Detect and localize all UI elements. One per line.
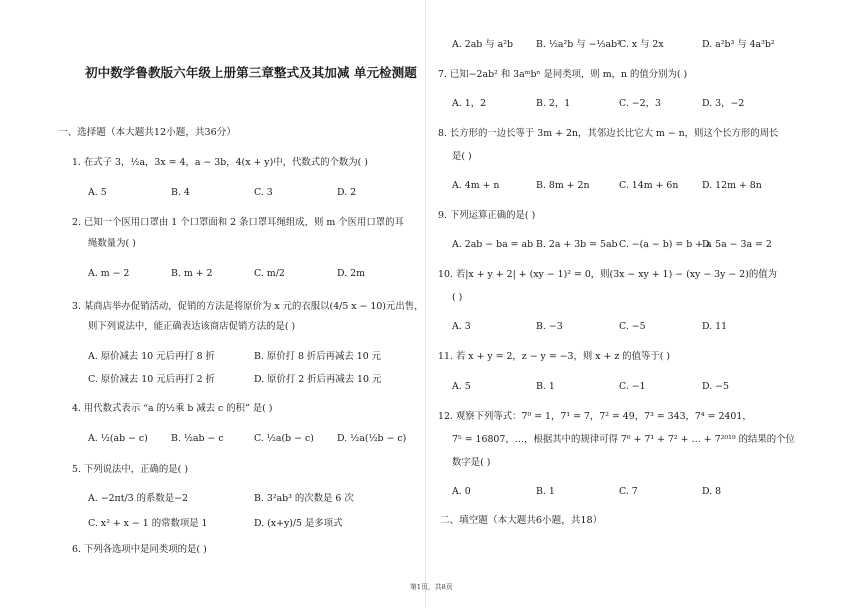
q9-stem: 9. 下列运算正确的是( ): [438, 210, 536, 221]
q10-option-c: C. −5: [619, 321, 646, 332]
q10-stem-line2: ( ): [452, 292, 463, 303]
q12-option-a: A. 0: [452, 486, 471, 497]
q1-option-c: C. 3: [254, 187, 273, 198]
q4-option-b: B. ½ab − c: [171, 433, 224, 444]
q12-stem-line3: 数字是( ): [452, 457, 491, 468]
q7-stem: 7. 已知−2ab² 和 3aᵐbⁿ 是同类项，则 m，n 的值分别为( ): [438, 69, 688, 80]
q6-option-b: B. ½a²b 与 −⅓ab²: [536, 39, 621, 50]
q9-option-a: A. 2ab − ba = ab: [452, 239, 534, 250]
q3-stem-line2: 则下列说法中，能正确表达该商店促销方法的是( ): [88, 321, 296, 332]
q8-option-a: A. 4m + n: [452, 180, 500, 191]
q10-stem: 10. 若|x + y + 2| + (xy − 1)² = 0，则(3x − xy + 1) − (xy − 3y − 2)的值为: [438, 269, 777, 280]
q12-option-d: D. 8: [702, 486, 722, 497]
q10-option-b: B. −3: [536, 321, 563, 332]
q10-option-a: A. 3: [452, 321, 471, 332]
q8-stem: 8. 长方形的一边长等于 3m + 2n，其邻边长比它大 m − n，则这个长方形的周长: [438, 128, 779, 139]
q8-stem-line2: 是( ): [452, 151, 472, 162]
page-footer: 第1页，共8页: [410, 583, 453, 591]
q4-option-d: D. ½a(½b − c): [337, 433, 407, 444]
q10-option-d: D. 11: [702, 321, 728, 332]
q4-option-c: C. ½a(b − c): [254, 433, 314, 444]
q2-option-b: B. m + 2: [171, 268, 213, 279]
q5-option-c: C. x² + x − 1 的常数项是 1: [88, 518, 208, 529]
q9-option-d: D. 5a − 3a = 2: [702, 239, 772, 250]
q8-option-c: C. 14m + 6n: [619, 180, 679, 191]
q7-option-a: A. 1，2: [452, 98, 487, 109]
q2-option-c: C. m/2: [254, 268, 285, 279]
q11-option-c: C. −1: [619, 381, 646, 392]
q3-option-b: B. 原价打 8 折后再减去 10 元: [254, 351, 382, 362]
section-choice-heading: 一、选择题（本大题共12小题，共36分）: [58, 127, 236, 138]
q5-option-d: D. (x+y)/5 是多项式: [254, 518, 343, 529]
page-title: 初中数学鲁教版六年级上册第三章整式及其加减 单元检测题: [85, 65, 417, 80]
q12-option-b: B. 1: [536, 486, 555, 497]
q5-option-b: B. 3²ab³ 的次数是 6 次: [254, 493, 354, 504]
q8-option-d: D. 12m + 8n: [702, 180, 762, 191]
q3-option-c: C. 原价减去 10 元后再打 2 折: [88, 374, 215, 385]
q2-option-d: D. 2m: [337, 268, 365, 279]
q6-option-d: D. a²b³ 与 4a³b²: [702, 39, 775, 50]
q12-option-c: C. 7: [619, 486, 638, 497]
q11-option-a: A. 5: [452, 381, 471, 392]
q5-stem: 5. 下列说法中，正确的是( ): [72, 464, 188, 475]
q11-option-b: B. 1: [536, 381, 555, 392]
q1-option-d: D. 2: [337, 187, 357, 198]
q3-option-a: A. 原价减去 10 元后再打 8 折: [88, 351, 215, 362]
q9-option-c: C. −(a − b) = b + a: [619, 239, 712, 250]
q8-option-b: B. 8m + 2n: [536, 180, 590, 191]
q12-stem: 12. 观察下列等式：7⁰ = 1，7¹ = 7，7² = 49，7³ = 343，7⁴ = 2401，: [438, 411, 752, 422]
q1-option-a: A. 5: [88, 187, 107, 198]
q3-option-d: D. 原价打 2 折后再减去 10 元: [254, 374, 382, 385]
q12-stem-line2: 7⁵ = 16807，…，根据其中的规律可得 7⁰ + 7¹ + 7² + … + 7²⁰¹⁹ 的结果的个位: [452, 434, 795, 445]
q7-option-b: B. 2，1: [536, 98, 571, 109]
section-fill-heading: 二、填空题（本大题共6小题，共18）: [440, 515, 603, 526]
q1-stem: 1. 在式子 3，½a，3x = 4，a − 3b，4(x + y)中，代数式的个数为( ): [72, 157, 368, 168]
q1-option-b: B. 4: [171, 187, 190, 198]
q7-option-c: C. −2，3: [619, 98, 661, 109]
q2-option-a: A. m − 2: [88, 268, 130, 279]
q3-stem: 3. 某商店举办促销活动，促销的方法是将原价为 x 元的衣服以(4/5 x − 10)元出售，: [72, 301, 424, 312]
q4-stem: 4. 用代数式表示 “a 的½乘 b 减去 c 的积” 是( ): [72, 403, 273, 414]
q6-option-a: A. 2ab 与 a²b: [452, 39, 513, 50]
q4-option-a: A. ½(ab − c): [88, 433, 148, 444]
q11-stem: 11. 若 x + y = 2，z − y = −3，则 x + z 的值等于( ): [438, 351, 671, 362]
q2-stem-line2: 绳数量为( ): [88, 238, 136, 249]
q7-option-d: D. 3，−2: [702, 98, 745, 109]
page-fold-divider: [425, 0, 426, 608]
q6-stem: 6. 下列各选项中是同类项的是( ): [72, 544, 207, 555]
q2-stem: 2. 已知一个医用口罩由 1 个口罩面和 2 条口罩耳绳组成，则 m 个医用口罩的耳: [72, 217, 404, 228]
q6-option-c: C. x 与 2x: [619, 39, 664, 50]
q5-option-a: A. −2πt/3 的系数是−2: [88, 493, 188, 504]
q11-option-d: D. −5: [702, 381, 729, 392]
q9-option-b: B. 2a + 3b = 5ab: [536, 239, 618, 250]
